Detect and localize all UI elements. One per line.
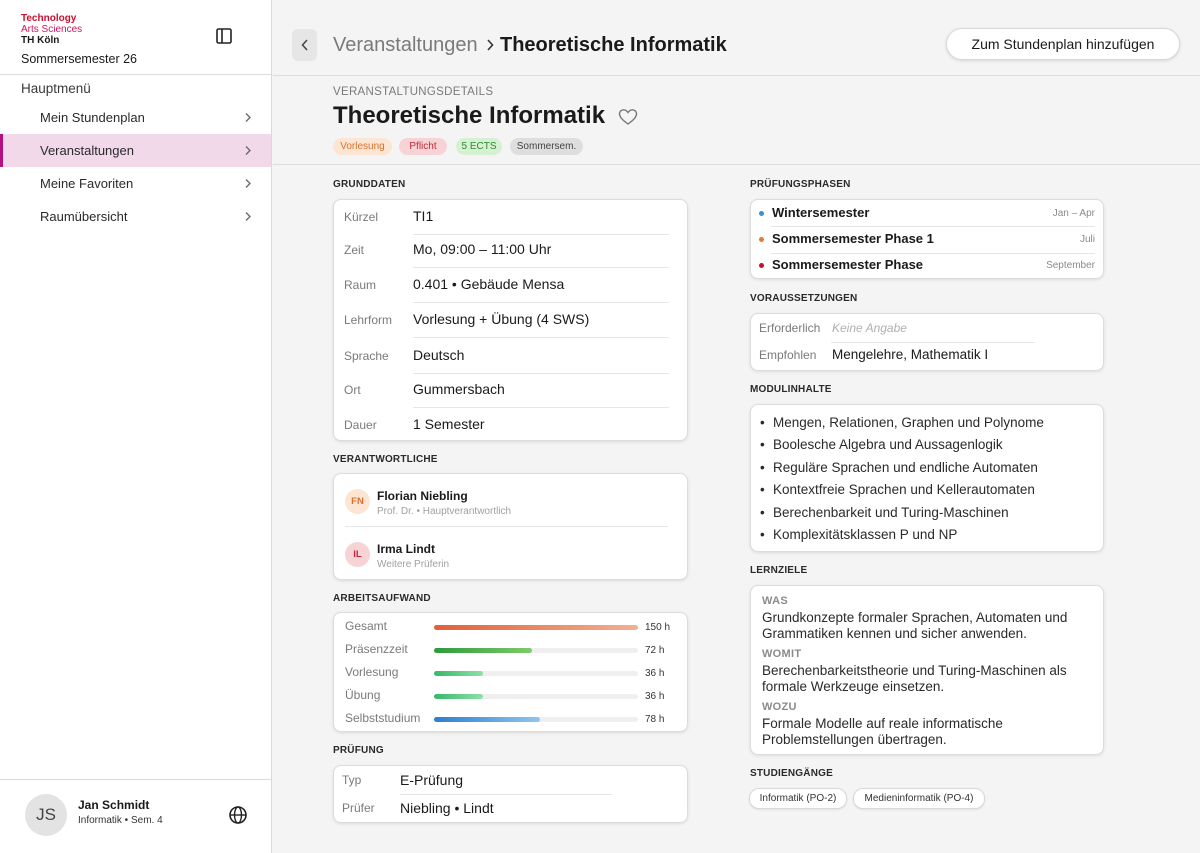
kv-row <box>342 769 612 797</box>
kv-key: Kürzel <box>344 210 379 224</box>
section-label-studiengaenge: STUDIENGÄNGE <box>750 768 833 779</box>
exam-phase <box>759 254 1095 280</box>
tag-semester: Sommersem. <box>510 138 583 155</box>
kv-key: Ort <box>344 383 361 397</box>
progress-track <box>434 694 638 699</box>
workload-value: 72 h <box>645 645 665 656</box>
tag-ects: 5 ECTS <box>456 138 502 155</box>
workload-row <box>345 664 675 684</box>
lernziel-key: WAS <box>762 595 788 607</box>
progress-track <box>434 671 638 676</box>
sidebar-toggle-icon[interactable] <box>215 27 233 45</box>
workload-row <box>345 687 675 707</box>
progress-fill <box>434 717 540 722</box>
study-program-chip[interactable]: Medieninformatik (PO-4) <box>853 788 985 809</box>
phase-time: Juli <box>1079 234 1095 245</box>
kv-row <box>759 317 1035 343</box>
kv-row <box>344 233 669 268</box>
section-label-verantwortliche: VERANTWORTLICHE <box>333 454 438 465</box>
tag-mandatory: Pflicht <box>399 138 447 155</box>
logo-line-1: Technology <box>21 13 77 24</box>
divider <box>400 794 612 795</box>
grunddaten-card <box>333 199 688 441</box>
lernziel-key: WOMIT <box>762 648 802 660</box>
sidebar-item-label: Mein Stundenplan <box>40 110 145 125</box>
list-item: • Kontextfreie Sprachen und Kellerautomaten <box>760 482 1035 497</box>
kv-value: 1 Semester <box>413 416 485 432</box>
chevron-right-icon <box>243 112 253 123</box>
phase-time: September <box>1046 260 1095 271</box>
kv-row <box>759 344 1035 370</box>
workload-label: Präsenzzeit <box>345 642 408 656</box>
kv-value: E-Prüfung <box>400 772 464 788</box>
phase-name: Sommersemester Phase <box>772 257 924 272</box>
person-avatar: FN <box>345 489 370 514</box>
kv-value: Mo, 09:00 – 11:00 Uhr <box>413 241 552 257</box>
section-label-pruefungsphasen: PRÜFUNGSPHASEN <box>750 179 851 190</box>
chevron-right-icon <box>243 145 253 156</box>
kv-value: 0.401 • Gebäude Mensa <box>413 276 565 292</box>
tag-type: Vorlesung <box>333 138 392 155</box>
list-item: • Komplexitätsklassen P und NP <box>760 527 957 542</box>
back-button[interactable] <box>292 29 317 61</box>
progress-fill <box>434 694 483 699</box>
section-label-modulinhalte: MODULINHALTE <box>750 384 832 395</box>
kv-row <box>344 200 669 235</box>
phase-dot <box>759 263 764 268</box>
breadcrumb-parent[interactable]: Veranstaltungen <box>333 34 478 56</box>
exam-phase <box>759 228 1095 254</box>
progress-fill <box>434 648 532 653</box>
progress-fill <box>434 671 483 676</box>
chevron-right-icon <box>485 38 495 52</box>
user-avatar[interactable]: JS <box>25 794 67 836</box>
list-item: • Boolesche Algebra und Aussagenlogik <box>760 437 1003 452</box>
phase-dot <box>759 237 764 242</box>
section-label-pruefung: PRÜFUNG <box>333 745 384 756</box>
workload-value: 78 h <box>645 714 665 725</box>
progress-fill <box>434 625 638 630</box>
phase-name: Wintersemester <box>772 205 870 220</box>
workload-label: Vorlesung <box>345 665 399 679</box>
page-title: Theoretische Informatik <box>333 102 606 129</box>
sidebar-item-favoriten[interactable] <box>0 167 271 200</box>
sidebar-item-label: Meine Favoriten <box>40 176 134 191</box>
sidebar-item-veranstaltungen[interactable] <box>0 134 271 167</box>
divider <box>831 342 1035 343</box>
workload-value: 150 h <box>645 622 671 633</box>
list-item: • Reguläre Sprachen und endliche Automaten <box>760 460 1038 475</box>
section-label-grunddaten: GRUNDDATEN <box>333 179 406 190</box>
sidebar-item-stundenplan[interactable] <box>0 101 271 134</box>
section-eyebrow: VERANSTALTUNGSDETAILS <box>333 86 494 98</box>
person-role: Prof. Dr. • Hauptverantwortlich <box>377 506 512 517</box>
workload-label: Übung <box>345 688 381 702</box>
pruefung-card <box>333 765 688 823</box>
kv-key: Typ <box>342 773 362 787</box>
kv-key: Erforderlich <box>759 321 821 335</box>
kv-row <box>344 373 669 408</box>
chevron-right-icon <box>243 211 253 222</box>
divider <box>771 226 1095 227</box>
workload-row <box>345 618 675 638</box>
list-item: • Mengen, Relationen, Graphen und Polynome <box>760 415 1044 430</box>
kv-value: Vorlesung + Übung (4 SWS) <box>413 311 590 327</box>
user-program: Informatik • Sem. 4 <box>78 815 163 826</box>
logo-line-3: TH Köln <box>21 35 60 46</box>
divider <box>0 74 271 75</box>
progress-track <box>434 717 638 722</box>
person-name: Florian Niebling <box>377 489 468 503</box>
kv-value: Deutsch <box>413 347 465 363</box>
list-item: • Berechenbarkeit und Turing-Maschinen <box>760 505 1009 520</box>
workload-row <box>345 641 675 661</box>
person-entry[interactable] <box>345 538 670 578</box>
lernziel-text: Formale Modelle auf reale informatische Problemstellungen übertragen. <box>762 716 1003 747</box>
kv-key: Empfohlen <box>759 348 817 362</box>
arbeitsaufwand-card <box>333 612 688 732</box>
kv-key: Lehrform <box>344 313 393 327</box>
phase-dot <box>759 211 764 216</box>
lernziel-text: Berechenbarkeitstheorie und Turing-Maschinen als formale Werkzeuge einsetzen. <box>762 663 1067 694</box>
sidebar-item-raumuebersicht[interactable] <box>0 200 271 233</box>
workload-value: 36 h <box>645 691 665 702</box>
kv-value: TI1 <box>413 208 434 224</box>
chevron-left-icon <box>300 38 310 52</box>
pruefungsphasen-card <box>750 199 1104 279</box>
kv-row <box>344 268 669 303</box>
kv-row <box>344 303 669 338</box>
globe-icon[interactable] <box>228 805 248 825</box>
section-label-lernziele: LERNZIELE <box>750 565 808 576</box>
exam-phase <box>759 202 1095 228</box>
progress-track <box>434 625 638 630</box>
person-role: Weitere Prüferin <box>377 559 450 570</box>
person-name: Irma Lindt <box>377 542 436 556</box>
user-name: Jan Schmidt <box>78 798 150 812</box>
kv-key: Sprache <box>344 349 389 363</box>
main-menu-heading: Hauptmenü <box>21 81 91 96</box>
divider <box>0 779 271 780</box>
section-label-voraussetzungen: VORAUSSETZUNGEN <box>750 293 858 304</box>
add-to-schedule-button[interactable]: Zum Stundenplan hinzufügen <box>946 28 1180 60</box>
person-entry[interactable] <box>345 485 670 525</box>
kv-key: Zeit <box>344 243 365 257</box>
sidebar-item-label: Raumübersicht <box>40 209 128 224</box>
modulinhalte-card <box>750 404 1104 552</box>
person-avatar: IL <box>345 542 370 567</box>
chevron-right-icon <box>243 178 253 189</box>
workload-label: Selbststudium <box>345 711 421 725</box>
lernziel-text: Grundkonzepte formaler Sprachen, Automaten und Grammatiken kennen und sicher anwenden. <box>762 610 1068 641</box>
study-program-chip[interactable]: Informatik (PO-2) <box>749 788 847 809</box>
workload-row <box>345 710 675 730</box>
kv-row <box>344 339 669 374</box>
kv-row <box>344 408 669 443</box>
divider <box>273 164 1200 165</box>
phase-time: Jan – Apr <box>1052 208 1095 219</box>
kv-key: Dauer <box>344 418 377 432</box>
workload-value: 36 h <box>645 668 665 679</box>
lernziel-key: WOZU <box>762 701 797 713</box>
sidebar-item-label: Veranstaltungen <box>40 143 134 158</box>
phase-name: Sommersemester Phase 1 <box>772 231 934 246</box>
divider <box>413 337 669 338</box>
kv-value: Niebling • Lindt <box>400 800 494 816</box>
divider <box>345 526 668 527</box>
kv-value: Mengelehre, Mathematik I <box>832 347 989 362</box>
verantwortliche-card <box>333 473 688 580</box>
current-semester: Sommersemester 26 <box>21 52 138 66</box>
divider <box>273 75 1200 76</box>
section-label-arbeitsaufwand: ARBEITSAUFWAND <box>333 593 431 604</box>
breadcrumb-current: Theoretische Informatik <box>500 34 727 56</box>
heart-icon[interactable] <box>618 108 638 126</box>
kv-row <box>342 797 612 825</box>
logo-line-2: Arts Sciences <box>21 24 83 35</box>
sidebar <box>0 0 272 853</box>
kv-value: Keine Angabe <box>832 321 907 335</box>
lernziele-card <box>750 585 1104 755</box>
workload-label: Gesamt <box>345 619 388 633</box>
kv-value: Gummersbach <box>413 381 505 397</box>
progress-track <box>434 648 638 653</box>
voraussetzungen-card <box>750 313 1104 371</box>
kv-key: Prüfer <box>342 801 375 815</box>
kv-key: Raum <box>344 278 377 292</box>
